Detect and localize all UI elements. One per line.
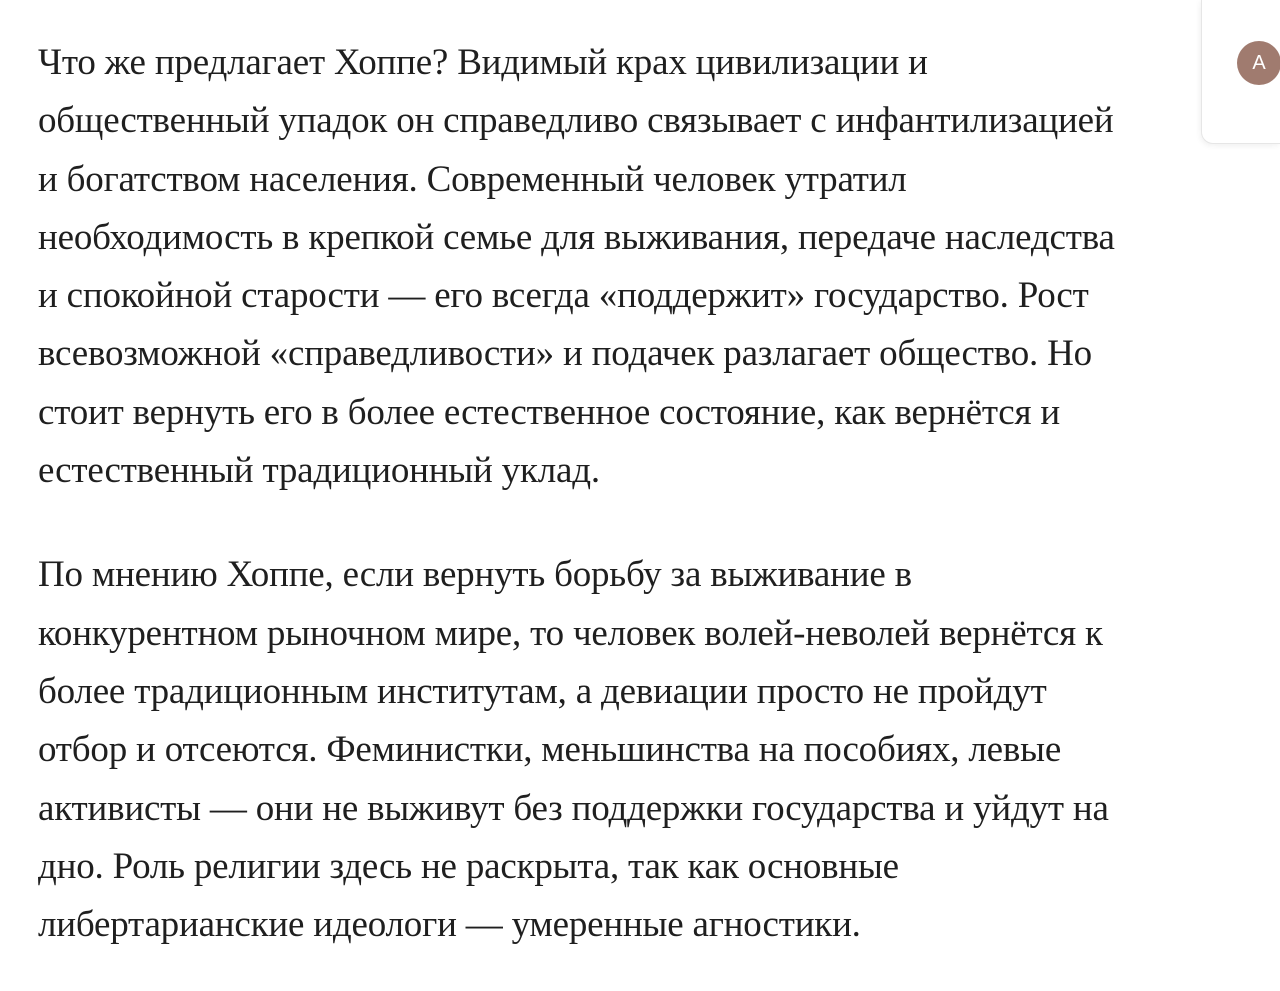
text-line: и спокойной старости — его всегда «поддержит» государство. Рост bbox=[38, 275, 1089, 317]
text-line: Что же предлагает Хоппе? Видимый крах цивилизации и bbox=[38, 42, 928, 83]
paragraph-spacing bbox=[38, 500, 1280, 546]
article-body bbox=[38, 34, 1280, 954]
paragraph-1 bbox=[38, 34, 1280, 500]
text-line: стоит вернуть его в более естественное состояние, как вернётся и bbox=[38, 391, 1060, 433]
floating-user-panel bbox=[1201, 0, 1280, 144]
text-line: По мнению Хоппе, если вернуть борьбу за выживание в bbox=[38, 554, 912, 596]
text-line: либертарианские идеологи — умеренные агностики. bbox=[38, 904, 861, 946]
text-line: активисты — они не выживут без поддержки государства и уйдут на bbox=[38, 787, 1109, 829]
user-avatar[interactable]: A bbox=[1237, 41, 1280, 85]
text-line: необходимость в крепкой семье для выживания, передаче наследства bbox=[38, 216, 1115, 258]
text-line: общественный упадок он справедливо связывает с инфантилизацией bbox=[38, 100, 1114, 142]
text-line: отбор и отсеются. Феминистки, меньшинства на пособиях, левые bbox=[38, 729, 1062, 771]
text-line: конкурентном рыночном мире, то человек волей-неволей вернётся к bbox=[38, 612, 1103, 654]
text-line: всевозможной «справедливости» и подачек разлагает общество. Но bbox=[38, 333, 1092, 375]
text-line: дно. Роль религии здесь не раскрыта, так как основные bbox=[38, 845, 899, 887]
text-line: и богатством населения. Современный человек утратил bbox=[38, 158, 907, 200]
text-line: естественный традиционный уклад. bbox=[38, 450, 600, 492]
text-line: более традиционным институтам, а девиации просто не пройдут bbox=[38, 670, 1047, 712]
paragraph-2 bbox=[38, 546, 1280, 954]
